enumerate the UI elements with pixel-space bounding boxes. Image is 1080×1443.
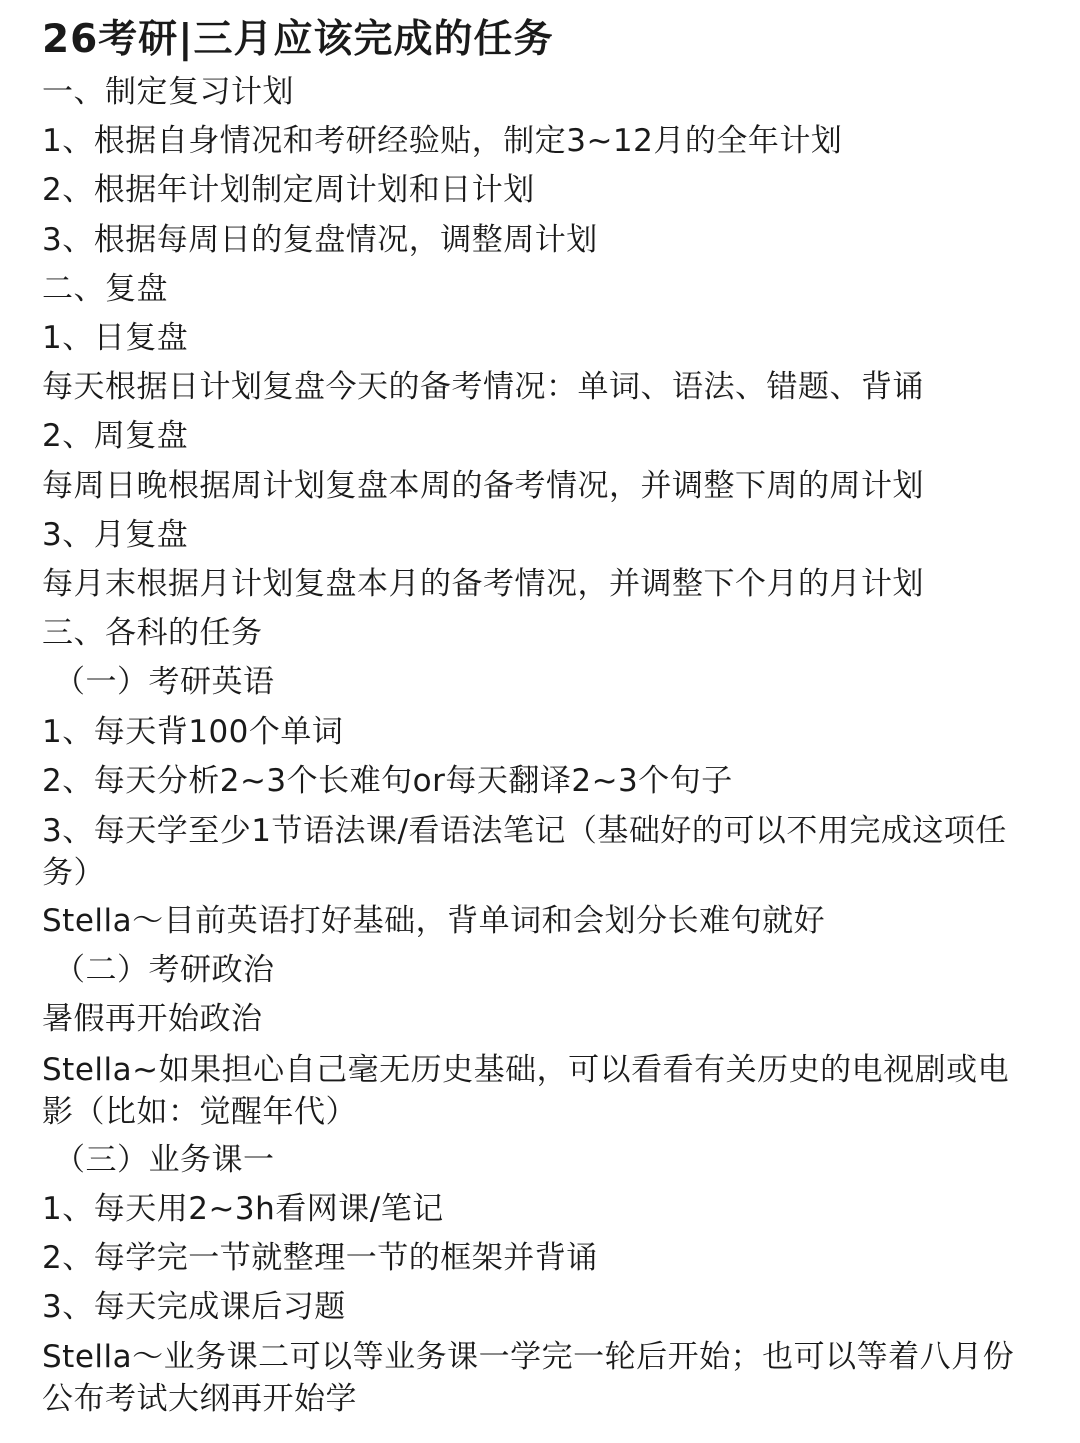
- major-course-item-3: 3、每天完成课后习题: [42, 1289, 346, 1326]
- major-course-note: Stella～业务课二可以等业务课一学完一轮后开始；也可以等着八月份公布考试大纲再开始学: [42, 1339, 1015, 1418]
- english-note: Stella～目前英语打好基础，背单词和会划分长难句就好: [42, 903, 826, 940]
- review-weekly-desc: 每周日晚根据周计划复盘本周的备考情况，并调整下周的周计划: [42, 467, 924, 504]
- section-heading-subjects: 三、各科的任务: [42, 615, 263, 652]
- section-heading-review: 二、复盘: [42, 270, 168, 307]
- major-course-heading: （三）业务课一: [54, 1141, 275, 1178]
- section-heading-plan: 一、制定复习计划: [42, 74, 294, 110]
- review-monthly-heading: 3、月复盘: [42, 516, 189, 553]
- plan-item-2: 2、根据年计划制定周计划和日计划: [42, 172, 535, 209]
- review-daily-heading: 1、日复盘: [42, 320, 189, 357]
- politics-note: Stella~如果担心自己毫无历史基础，可以看看有关历史的电视剧或电影（比如：觉醒年代）: [42, 1051, 1010, 1130]
- english-item-1: 1、每天背100个单词: [42, 713, 344, 750]
- plan-item-1: 1、根据自身情况和考研经验贴，制定3~12月的全年计划: [42, 123, 843, 160]
- politics-heading: （二）考研政治: [54, 952, 275, 989]
- review-daily-desc: 每天根据日计划复盘今天的备考情况：单词、语法、错题、背诵: [42, 369, 924, 406]
- major-course-item-2: 2、每学完一节就整理一节的框架并背诵: [42, 1240, 598, 1277]
- plan-item-3: 3、根据每周日的复盘情况，调整周计划: [42, 221, 598, 258]
- review-monthly-desc: 每月末根据月计划复盘本月的备考情况，并调整下个月的月计划: [42, 566, 924, 603]
- politics-item-1: 暑假再开始政治: [42, 1001, 263, 1038]
- english-item-2: 2、每天分析2~3个长难句or每天翻译2~3个句子: [42, 762, 733, 799]
- review-weekly-heading: 2、周复盘: [42, 418, 189, 455]
- major-course-item-1: 1、每天用2~3h看网课/笔记: [42, 1190, 444, 1227]
- english-heading: （一）考研英语: [54, 664, 275, 701]
- page-title: 26考研|三月应该完成的任务: [42, 17, 554, 62]
- english-item-3: 3、每天学至少1节语法课/看语法笔记（基础好的可以不用完成这项任务）: [42, 813, 1007, 892]
